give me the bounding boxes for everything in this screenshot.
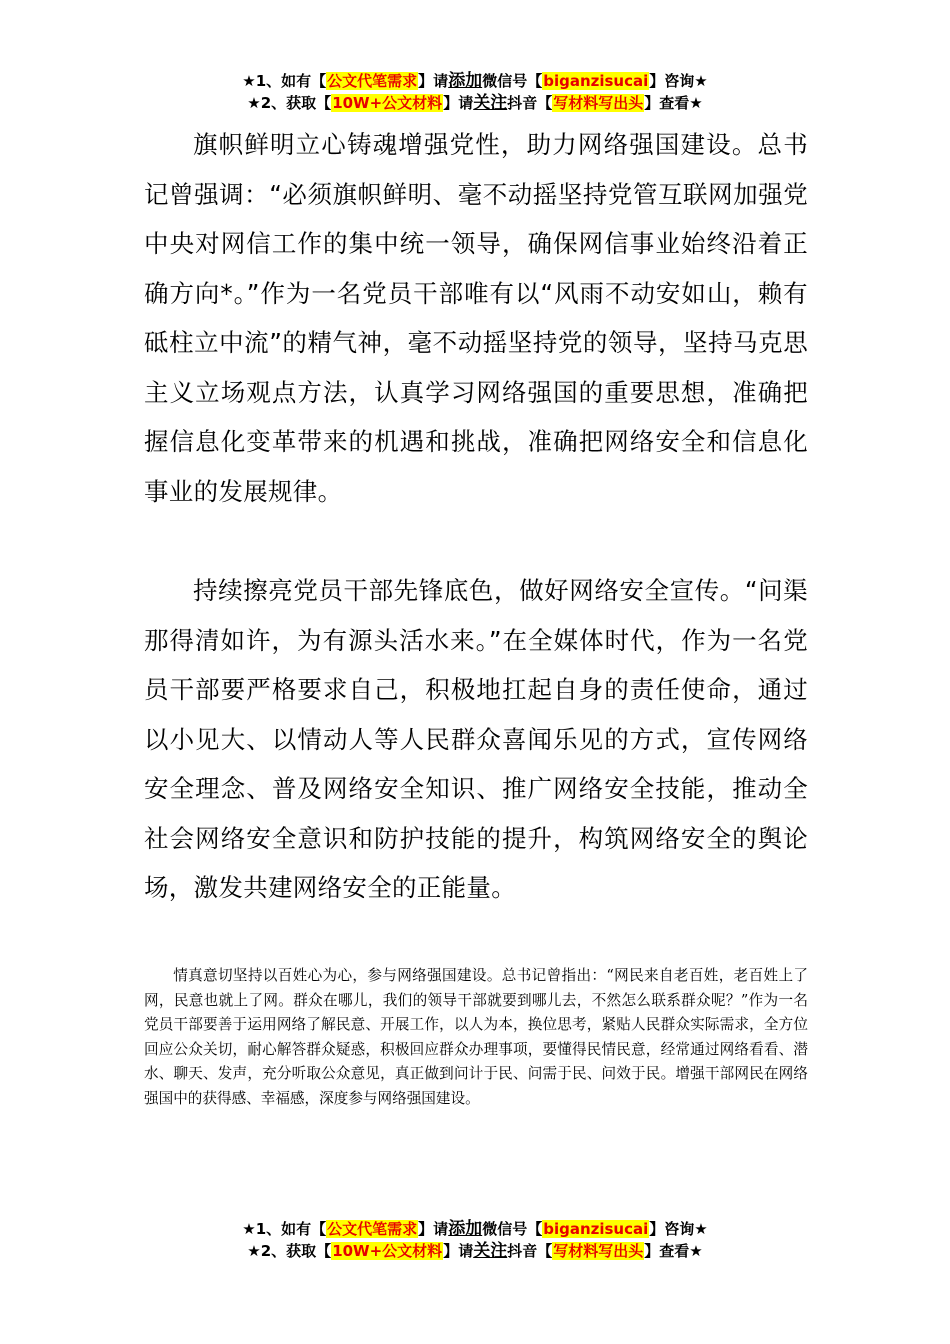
banner-text: 】请 — [418, 1220, 449, 1238]
body-paragraph-1: 旗帜鲜明立心铸魂增强党性，助力网络强国建设。总书记曾强调：“必须旗帜鲜明、毫不动摇坚持党管互联网加强党中央对网信工作的集中统一领导，确保网信事业始终沿着正确方向*。”作为一名党员干部唯有以“风雨不动安如山，赖有砥柱立中流”的精气神，毫不动摇坚持党的领导，坚持马克思主义立场观点方法，认真学习网络强国的重要思想，准确把握信息化变革带来的机遇和挑战，准确把网络安全和信息化事业的发展规律。 — [144, 130, 808, 506]
banner-text: 微信号【 — [482, 1220, 543, 1238]
banner-text: 2、获取【 — [260, 94, 332, 112]
banner-text: 抖音【 — [507, 1242, 553, 1260]
banner-line-1 — [0, 70, 950, 92]
emphasis-text: 关注 — [473, 1241, 508, 1261]
banner-text: 微信号【 — [482, 72, 543, 90]
banner-text: 】咨询★ — [649, 72, 708, 90]
banner-text: 】查看★ — [644, 1242, 703, 1260]
banner-text: 】查看★ — [644, 94, 703, 112]
highlight-tag: 公文代笔需求 — [327, 1220, 418, 1238]
banner-text: 2、获取【 — [260, 1242, 332, 1260]
highlight-tag: 公文代笔需求 — [327, 72, 418, 90]
emphasis-text: 添加 — [448, 71, 483, 91]
banner-text: 1、如有【 — [255, 1220, 327, 1238]
footer-banner — [0, 1218, 950, 1262]
banner-line-2 — [0, 1240, 950, 1262]
banner-line-2 — [0, 92, 950, 114]
banner-text: 】请 — [418, 72, 449, 90]
wechat-id-highlight: biganzisucai — [543, 72, 649, 90]
star-icon: ★ — [247, 94, 261, 112]
star-icon: ★ — [247, 1242, 261, 1260]
highlight-tag: 10W+公文材料 — [332, 94, 443, 112]
emphasis-text: 关注 — [473, 93, 508, 113]
banner-text: 】咨询★ — [649, 1220, 708, 1238]
wechat-id-highlight: biganzisucai — [543, 1220, 649, 1238]
body-paragraph-3: 情真意切坚持以百姓心为心，参与网络强国建设。总书记曾指出：“网民来自老百姓，老百姓上了网，民意也就上了网。群众在哪儿，我们的领导干部就要到哪儿去，不然怎么联系群众呢？”作为一名党员干部要善于运用网络了解民意、开展工作，以人为本，换位思考，紧贴人民群众实际需求，全方位回应公众关切，耐心解答群众疑惑，积极回应群众办理事项，要懂得民情民意，经常通过网络看看、潜水、聊天、发声，充分听取公众意见，真正做到问计于民、问需于民、问效于民。增强干部网民在网络强国中的获得感、幸福感，深度参与网络强国建设。 — [144, 967, 808, 1107]
body-paragraph-2: 持续擦亮党员干部先锋底色，做好网络安全宣传。“问渠那得清如许，为有源头活水来。”在全媒体时代，作为一名党员干部要严格要求自己，积极地扛起自身的责任使命，通过以小见大、以情动人等人民群众喜闻乐见的方式，宣传网络安全理念、普及网络安全知识、推广网络安全技能，推动全社会网络安全意识和防护技能的提升，构筑网络安全的舆论场，激发共建网络安全的正能量。 — [144, 576, 808, 902]
banner-text: 】请 — [443, 1242, 474, 1260]
banner-text: 抖音【 — [507, 94, 553, 112]
douyin-id-highlight: 写材料写出头 — [553, 1242, 644, 1260]
emphasis-text: 添加 — [448, 1219, 483, 1239]
banner-line-1 — [0, 1218, 950, 1240]
banner-text: 】请 — [443, 94, 474, 112]
star-icon: ★ — [242, 1220, 256, 1238]
header-banner — [0, 70, 950, 114]
banner-text: 1、如有【 — [255, 72, 327, 90]
douyin-id-highlight: 写材料写出头 — [553, 94, 644, 112]
star-icon: ★ — [242, 72, 256, 90]
highlight-tag: 10W+公文材料 — [332, 1242, 443, 1260]
